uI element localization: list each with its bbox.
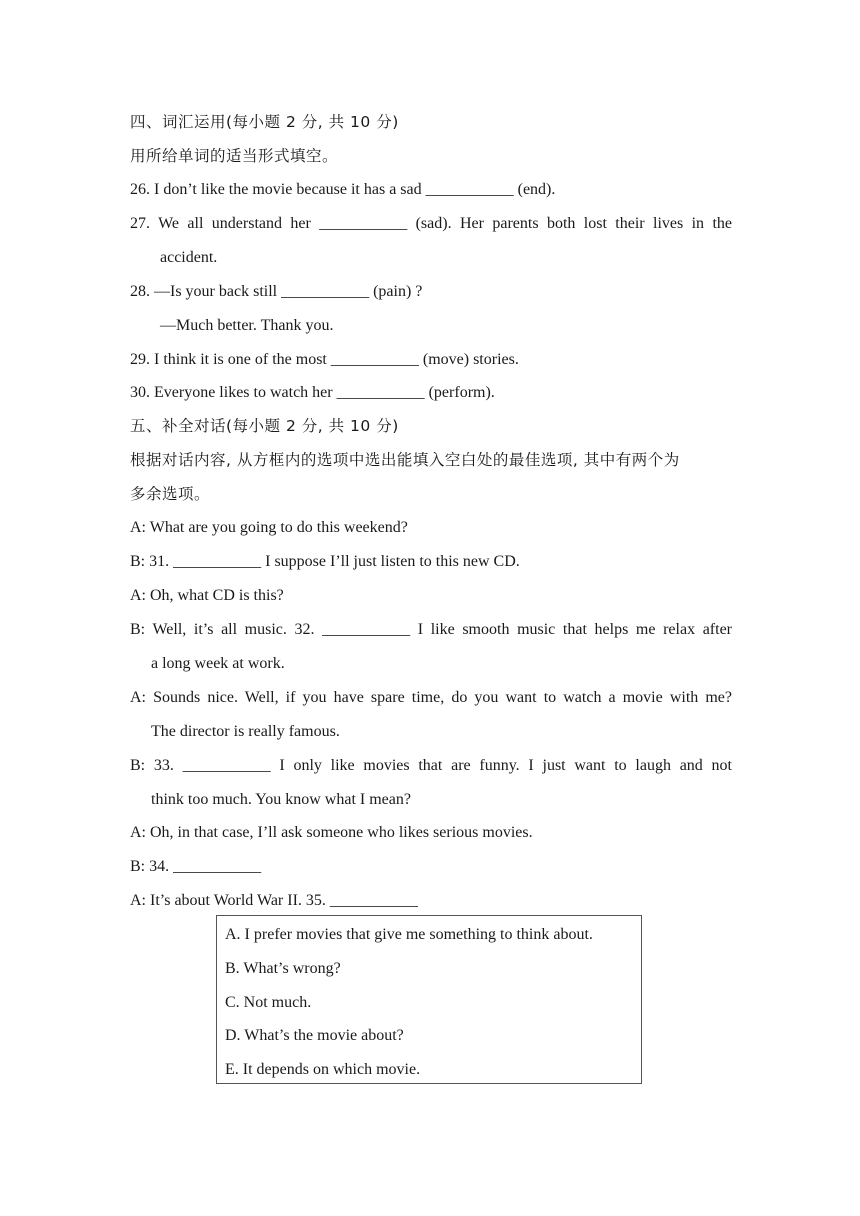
dialogue-line-3: A: Oh, what CD is this? xyxy=(130,587,284,604)
question-27-line1: 27. We all understand her ___________ (sad). Her parents both lost their lives in the xyxy=(130,215,732,232)
dialogue-line-2: B: 31. ___________ I suppose I’ll just listen to this new CD. xyxy=(130,553,520,570)
option-a: A. I prefer movies that give me something to think about. xyxy=(225,926,593,943)
dialogue-line-1: A: What are you going to do this weekend? xyxy=(130,519,408,536)
options-box xyxy=(216,915,642,1084)
dialogue-line-5a: A: Sounds nice. Well, if you have spare time, do you want to watch a movie with me? xyxy=(130,689,732,706)
question-26: 26. I don’t like the movie because it has a sad ___________ (end). xyxy=(130,181,556,198)
question-30: 30. Everyone likes to watch her ___________ (perform). xyxy=(130,384,495,401)
option-d: D. What’s the movie about? xyxy=(225,1027,404,1044)
dialogue-line-6a: B: 33. ___________ I only like movies that are funny. I just want to laugh and not xyxy=(130,757,732,774)
section4-heading: 四、词汇运用(每小题 2 分, 共 10 分) xyxy=(130,113,399,131)
section5-instruction-line1: 根据对话内容, 从方框内的选项中选出能填入空白处的最佳选项, 其中有两个为 xyxy=(130,451,680,469)
section5-heading: 五、补全对话(每小题 2 分, 共 10 分) xyxy=(130,417,399,435)
question-28-line1: 28. —Is your back still ___________ (pain) ? xyxy=(130,283,423,300)
section4-instruction: 用所给单词的适当形式填空。 xyxy=(130,147,339,165)
dialogue-line-9: A: It’s about World War II. 35. ___________ xyxy=(130,892,418,909)
option-e: E. It depends on which movie. xyxy=(225,1061,421,1078)
dialogue-line-4a: B: Well, it’s all music. 32. ___________ I like smooth music that helps me relax after xyxy=(130,621,732,638)
dialogue-line-6b: think too much. You know what I mean? xyxy=(151,791,411,808)
option-c: C. Not much. xyxy=(225,994,312,1011)
dialogue-line-4b: a long week at work. xyxy=(151,655,285,672)
option-b: B. What’s wrong? xyxy=(225,960,341,977)
section5-instruction-line2: 多余选项。 xyxy=(130,485,211,503)
question-28-line2: —Much better. Thank you. xyxy=(160,317,334,334)
dialogue-line-5b: The director is really famous. xyxy=(151,723,340,740)
question-27-line2: accident. xyxy=(160,249,218,266)
dialogue-line-7: A: Oh, in that case, I’ll ask someone who likes serious movies. xyxy=(130,824,533,841)
dialogue-line-8: B: 34. ___________ xyxy=(130,858,262,875)
question-29: 29. I think it is one of the most ___________ (move) stories. xyxy=(130,351,519,368)
